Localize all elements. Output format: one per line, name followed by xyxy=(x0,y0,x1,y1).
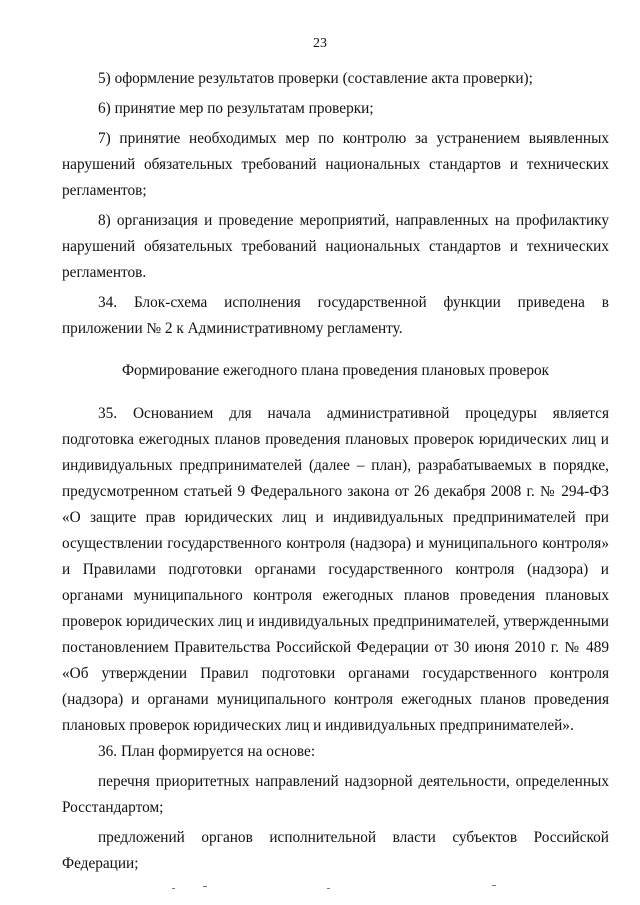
list-item-6: 6) принятие мер по результатам проверки; xyxy=(98,100,374,117)
basis-item-2: предложений органов исполнительной власти субъектов Российской Федерации; xyxy=(62,829,609,872)
section-heading: Формирование ежегодного плана проведения плановых проверок xyxy=(121,362,550,379)
scan-speck xyxy=(203,886,207,887)
list-item-5: 5) оформление результатов проверки (составление акта проверки); xyxy=(98,70,533,87)
paragraph-34: 34. Блок-схема исполнения государственной функции приведена в приложении № 2 к Административному регламенту. xyxy=(62,294,609,337)
scan-speck xyxy=(327,888,330,889)
scan-speck xyxy=(492,885,496,886)
document-body xyxy=(62,66,609,877)
basis-item-1: перечня приоритетных направлений надзорной деятельности, определенных Росстандартом; xyxy=(62,773,609,816)
list-item-8: 8) организация и проведение мероприятий, направленных на профилактику нарушений обязательных требований национальных стандартов и технических регламентов. xyxy=(62,212,609,281)
page-number: 23 xyxy=(313,36,327,51)
paragraph-36: 36. План формируется на основе: xyxy=(98,743,316,760)
scan-speck xyxy=(172,888,175,889)
scan-artifacts xyxy=(0,884,640,894)
list-item-7: 7) принятие необходимых мер по контролю за устранением выявленных нарушений обязательных требований национальных стандартов и технических регламентов; xyxy=(62,130,609,199)
paragraph-35: 35. Основанием для начала административной процедуры является подготовка ежегодных планов проведения плановых проверок юридических лиц и индивидуальных предпринимателей (далее – план), разрабатываемых в порядке, предусмотренном статьей 9 Федерального закона от 26 декабря 2008 г. № 294-ФЗ «О защите прав юридических лиц и индивидуальных предпринимателей при осуществлении государственного контроля (надзора) и муниципального контроля» и Правилами подготовки органами государственного контроля (надзора) и органами муниципального контроля ежегодных планов проведения плановых проверок юридических лиц и индивидуальных предпринимателей, утвержденными постановлением Правительства Российской Федерации от 30 июня 2010 г. № 489 «Об утверждении Правил подготовки органами государственного контроля (надзора) и органами муниципального контроля ежегодных планов проведения плановых проверок юридических лиц и индивидуальных предпринимателей». xyxy=(62,405,609,734)
